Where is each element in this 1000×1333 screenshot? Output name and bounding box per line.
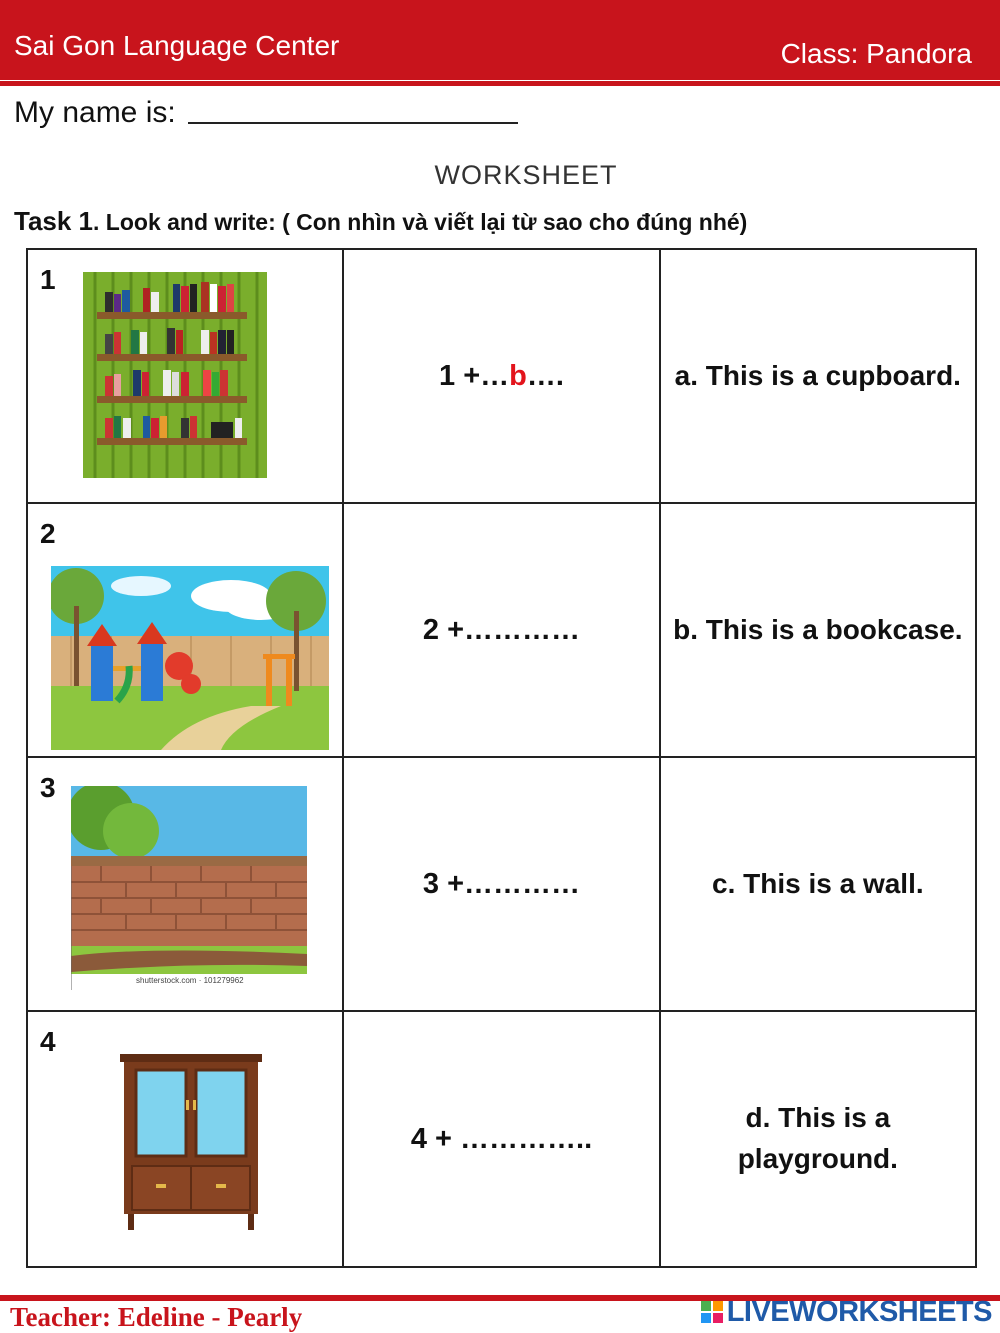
liveworksheets-icon [701,1301,723,1323]
wall-image [71,786,307,990]
row-number: 2 [40,518,56,549]
picture-cell-1 [27,249,343,503]
answer-letter: b [509,359,527,392]
header-bar [0,0,1000,80]
task-number: Task 1 [14,206,94,236]
option-cell-b [660,503,976,757]
answer-prefix: 1 +… [439,359,510,392]
option-text-line2: playground. [737,1143,898,1174]
brand-logo [701,1296,992,1329]
matching-table [26,248,977,1268]
task-instruction: . Look and write: ( Con nhìn và viết lại từ sao cho đúng nhé) [93,209,748,235]
answer-cell-4[interactable] [343,1011,659,1267]
row-number: 1 [40,264,56,295]
worksheet-title: WORKSHEET [434,160,618,190]
cupboard-image [116,1052,266,1232]
picture-cell-4 [27,1011,343,1267]
row-number: 4 [40,1026,56,1057]
option-cell-a [660,249,976,503]
answer-suffix: …. [526,359,564,392]
answer-prefix: 3 +………… [422,867,581,900]
answer-cell-3[interactable] [343,757,659,1011]
answer-prefix: 2 +………… [422,613,581,646]
row-number: 3 [40,772,56,803]
center-name: Sai Gon Language Center [14,30,340,61]
task-heading [14,206,747,237]
picture-cell-3 [27,757,343,1011]
option-text: c. This is a wall. [712,867,924,899]
playground-image [51,566,329,750]
class-label: Class: Pandora [780,38,972,69]
bookcase-image [83,272,267,478]
picture-cell-2 [27,503,343,757]
answer-cell-1[interactable] [343,249,659,503]
name-prompt: My name is: [14,96,176,129]
option-text: a. This is a cupboard. [674,359,961,391]
name-input-line[interactable] [188,122,518,124]
image-caption: shutterstock.com · 101279962 [136,976,244,985]
header-divider [0,80,1000,81]
answer-prefix: 4 + ………….. [410,1122,593,1155]
option-text-line1: d. This is a [745,1102,891,1134]
answer-cell-2[interactable] [343,503,659,757]
option-cell-c [660,757,976,1011]
brand-name: LIVEWORKSHEETS [726,1296,992,1328]
teacher-credit: Teacher: Edeline - Pearly [10,1302,303,1332]
option-cell-d [660,1011,976,1267]
option-text: b. This is a bookcase. [673,613,963,645]
